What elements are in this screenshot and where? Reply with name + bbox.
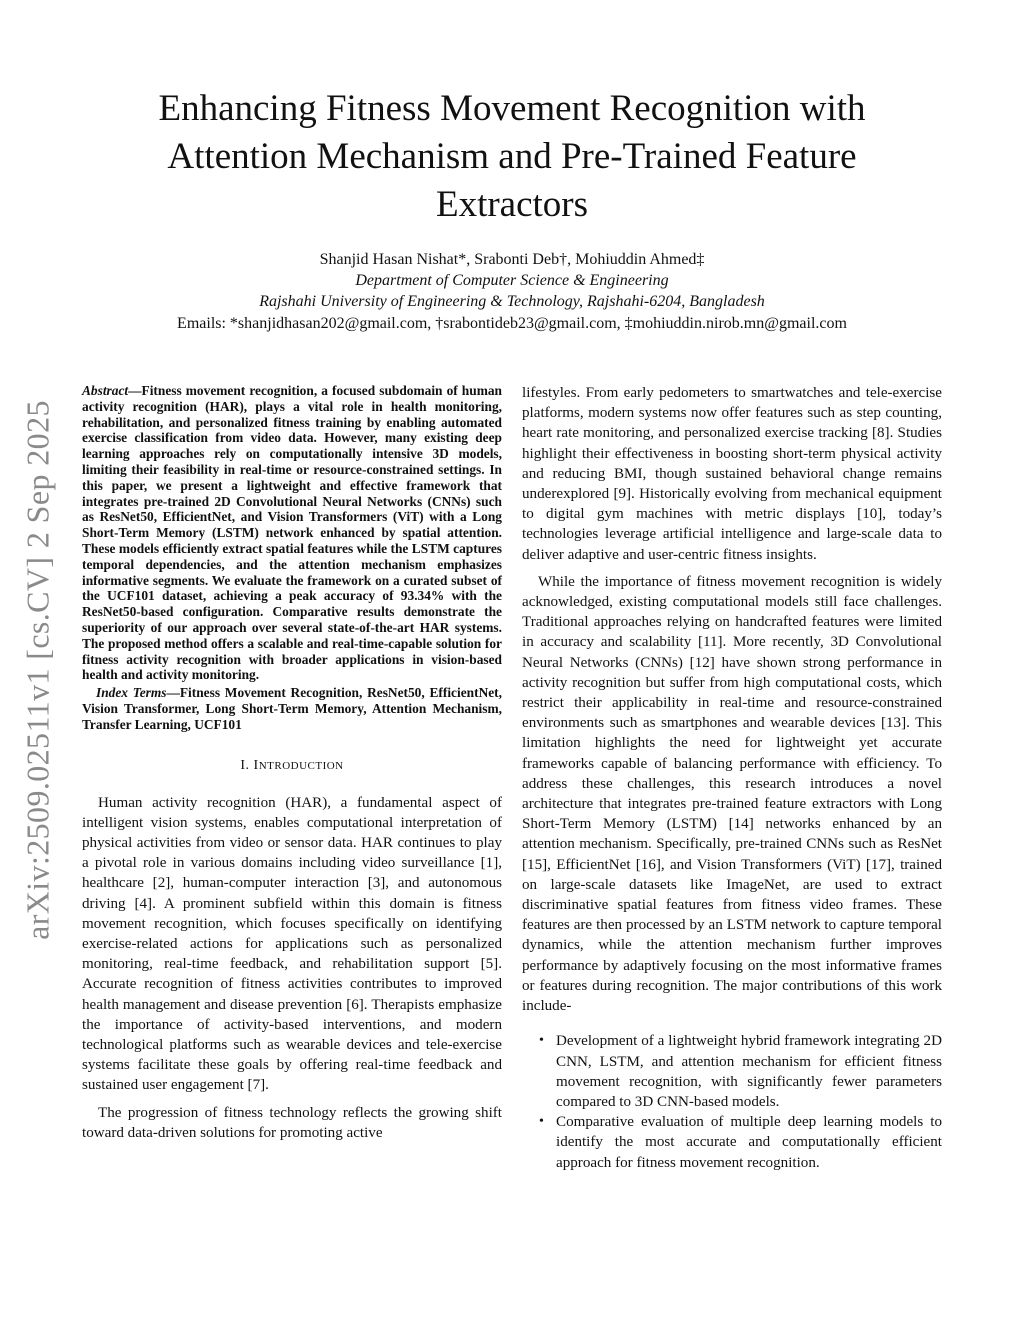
intro-paragraph-3: While the importance of fitness movement recognition is widely acknowledged, existing computational models still face challenges. Traditional approaches relying on handcrafted features were limited in accuracy and scalability [11]. More recently, 3D Convolutional Neural Networks (CNNs) [12] have shown strong performance in activity recognition but suffer from high computational costs, which restrict their applicability in real-time and resource-constrained environments such as smartphones and wearable devices [13]. This limitation highlights the need for lightweight yet accurate frameworks capable of balancing performance with efficiency. To address these challenges, this research introduces a novel architecture that integrates pre-trained feature extractors with Long Short-Term Memory (LSTM) [14] networks enhanced by an attention mechanism. Specifically, pre-trained CNNs such as ResNet [15], EfficientNet [16], and Vision Transformers (ViT) [17], trained on large-scale datasets like ImageNet, are used to extract discriminative spatial features from fitness video frames. These features are then processed by an LSTM network to capture temporal dynamics, while the attention mechanism further improves performance by adaptively focusing on the most informative frames or features during recognition. The major contributions of this work include-	[522, 573, 942, 1015]
intro-paragraph-1: Human activity recognition (HAR), a fundamental aspect of intelligent vision systems, enables computational interpretation of physical activities from video or sensor data. HAR continues to play a pivotal role in various domains including video surveillance [1], healthcare [2], human-computer interaction [3], and autonomous driving [4]. A prominent subfield within this domain is fitness movement recognition, which focuses specifically on identifying exercise-related actions for applications such as personalized monitoring, real-time feedback, and rehabilitation support [5]. Accurate recognition of fitness activities contributes to improved health management and disease prevention [6]. Therapists emphasize the importance of activity-based interventions, and modern technological platforms such as wearable devices and tele-exercise systems facilitate these goals by offering real-time feedback and sustained user engagement [7].	[82, 794, 502, 1094]
contribution-list	[522, 1031, 942, 1172]
abstract-label: Abstract	[82, 383, 129, 398]
left-column	[82, 383, 502, 1150]
arxiv-identifier: arXiv:2509.02511v1 [cs.CV] 2 Sep 2025	[19, 400, 56, 940]
section-heading-introduction	[82, 758, 502, 774]
list-item	[539, 1112, 942, 1173]
right-column	[522, 383, 942, 1173]
section-number: I.	[240, 757, 250, 773]
bullet-icon: •	[539, 1114, 544, 1130]
index-terms-text: —Fitness Movement Recognition, ResNet50, EfficientNet, Vision Transformer, Long Short-Term Memory, Attention Mechanism, Transfer Learning, UCF101	[82, 685, 502, 732]
contribution-text: Development of a lightweight hybrid framework integrating 2D CNN, LSTM, and attention mechanism for efficient fitness movement recognition, with significantly fewer parameters compared to 3D CNN-based models.	[556, 1033, 942, 1110]
affiliation-department: Department of Computer Science & Engineering	[355, 272, 669, 289]
contribution-text: Comparative evaluation of multiple deep learning models to identify the most accurate and computationally efficient approach for fitness movement recognition.	[556, 1114, 942, 1171]
list-item	[539, 1031, 942, 1112]
section-title-initial: I	[253, 757, 259, 773]
index-terms-label: Index Terms	[96, 685, 167, 701]
author-emails: Emails: *shanjidhasan202@gmail.com, †srabontideb23@gmail.com, ‡mohiuddin.nirob.mn@gmail.com	[177, 315, 847, 332]
intro-paragraph-2: The progression of fitness technology reflects the growing shift toward data-driven solutions for promoting active	[82, 1104, 502, 1141]
abstract-text: —Fitness movement recognition, a focused subdomain of human activity recognition (HAR), plays a vital role in health monitoring, rehabilitation, and personalized fitness training by enabling automated exercise classification from video data. However, many existing deep learning approaches rely on computationally intensive 3D models, limiting their feasibility in real-time or resource-constrained settings. In this paper, we present a lightweight and effective framework that integrates pre-trained 2D Convolutional Neural Networks (CNNs) such as ResNet50, EfficientNet, and Vision Transformers (ViT) with a Long Short-Term Memory (LSTM) network enhanced by spatial attention. These models efficiently extract spatial features while the LSTM captures temporal dependencies, and the attention mechanism emphasizes informative segments. We evaluate the framework on a curated subset of the UCF101 dataset, achieving a peak accuracy of 93.34% with the ResNet50-based configuration. Comparative results demonstrate the superiority of our approach over several state-of-the-art HAR systems. The proposed method offers a scalable and real-time-capable solution for fitness activity recognition with broader applications in vision-based health and activity monitoring.	[82, 383, 502, 683]
affiliation-university: Rajshahi University of Engineering & Technology, Rajshahi-6204, Bangladesh	[259, 293, 765, 310]
paper-title: Enhancing Fitness Movement Recognition with Attention Mechanism and Pre-Trained Feature Extractors	[158, 88, 866, 225]
intro-paragraph-2-continued: lifestyles. From early pedometers to smartwatches and tele-exercise platforms, modern systems now offer features such as step counting, heart rate monitoring, and personalized exercise tracking [8]. Studies highlight their effectiveness in boosting short-term physical activity and reducing BMI, though sustained behavioral change remains underexplored [9]. Historically evolving from mechanical equipment to digital gym machines with metric displays [10], today’s technologies leverage artificial intelligence and large-scale data to deliver adaptive and user-centric fitness insights.	[522, 385, 942, 563]
index-terms	[82, 685, 502, 732]
author-list: Shanjid Hasan Nishat*, Srabonti Deb†, Mohiuddin Ahmed‡	[319, 251, 705, 268]
abstract	[82, 383, 502, 683]
bullet-icon: •	[539, 1033, 544, 1049]
arxiv-sidebar-stamp	[10, 378, 66, 963]
section-title-rest: NTRODUCTION	[258, 759, 344, 772]
